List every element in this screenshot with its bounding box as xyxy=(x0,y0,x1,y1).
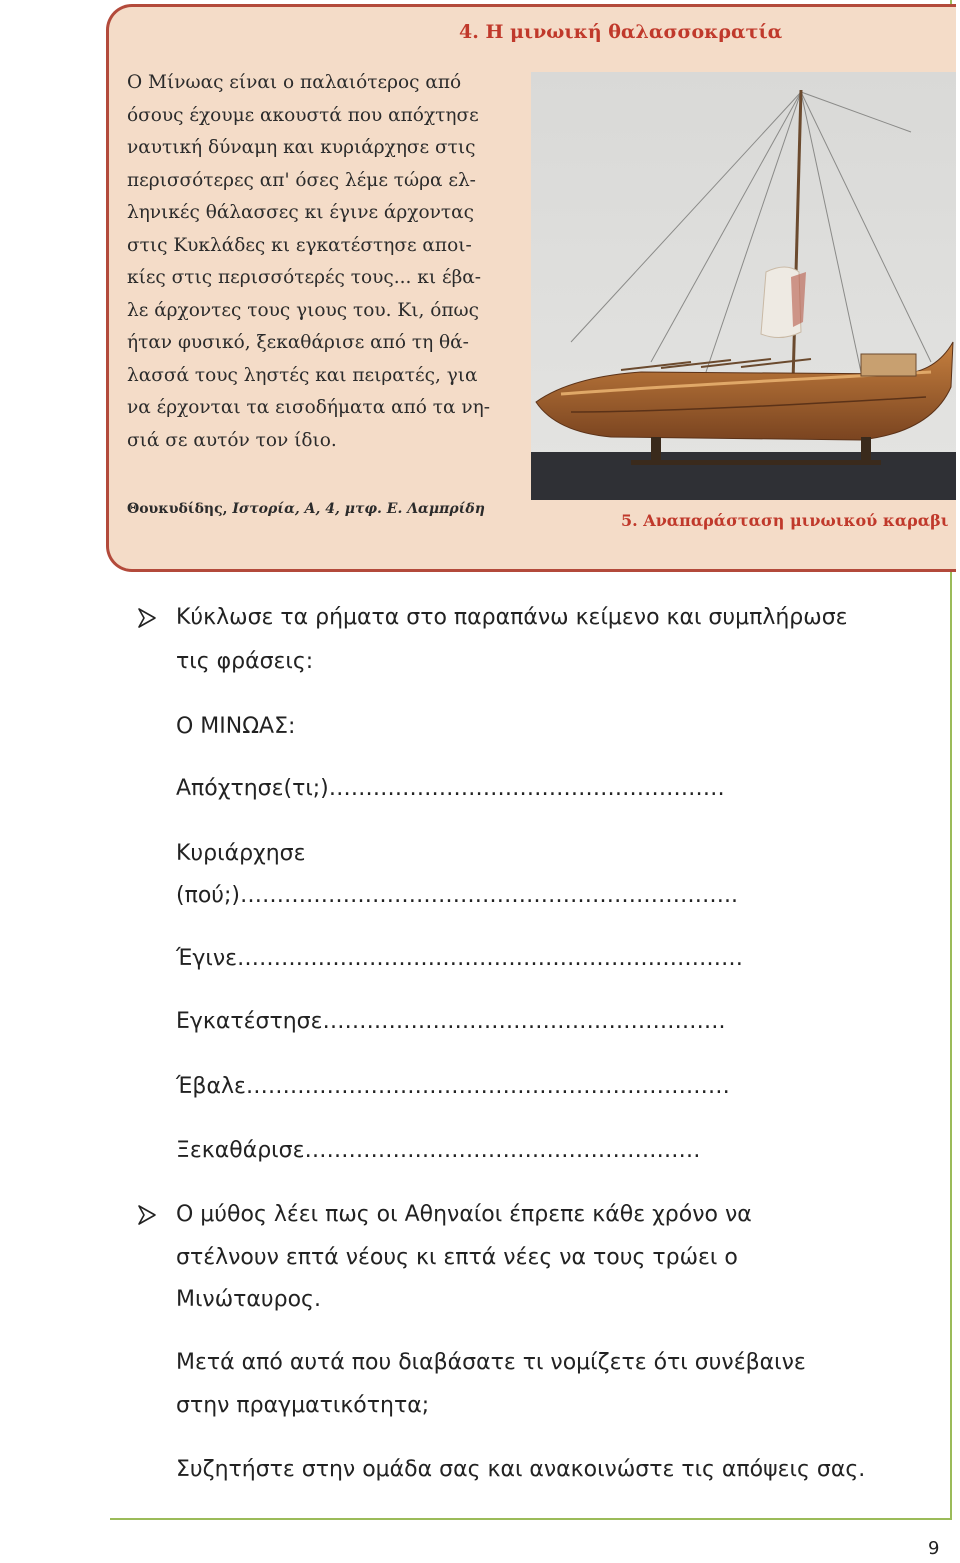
instruction-line: τις φράσεις: xyxy=(176,649,314,674)
minoan-ship-photo xyxy=(531,72,956,500)
myth-text: Μινώταυρος. xyxy=(176,1287,321,1312)
quote-line: περισσότερες απ' όσες λέμε τώρα ελ- xyxy=(127,169,476,191)
myth-text: Ο μύθος λέει πως οι Αθηναίοι έπρεπε κάθε χρόνο να xyxy=(176,1202,752,1227)
fill-in-blank[interactable]: Έβαλε………………………………………………………… xyxy=(176,1074,730,1099)
quote-line: ναυτική δύναμη και κυριάρχησε στις xyxy=(127,137,476,158)
question-text: Μετά από αυτά που διαβάσατε τι νομίζετε ότι συνέβαινε xyxy=(176,1350,806,1375)
photo-caption: 5. Αναπαράσταση μινωικού καραβι xyxy=(621,511,949,530)
subject-label: Ο ΜΙΝΩΑΣ: xyxy=(176,714,296,739)
question-text: στην πραγματικότητα; xyxy=(176,1393,430,1418)
textbook-heading: 4. Η μινωική θαλασσοκρατία xyxy=(459,21,783,43)
source-author: Θουκυδίδης, xyxy=(127,501,233,517)
fill-in-blank[interactable]: (πού;)………………………………………………………….. xyxy=(176,883,738,908)
fill-in-blank[interactable]: Απόχτησε(τι;)……………………………………………… xyxy=(176,776,725,801)
quote-line: σιά σε αυτόν τον ίδιο. xyxy=(127,429,337,451)
quote-line: Ο Μίνωας είναι ο παλαιότερος από xyxy=(127,72,462,93)
source-work: Ιστορία, Α, 4, μτφ. Ε. Λαμπρίδη xyxy=(232,501,485,517)
quote-line: κίες στις περισσότερές τους... κι έβα- xyxy=(127,267,482,288)
arrow-bullet-icon xyxy=(136,607,158,629)
quote-line: στις Κυκλάδες κι εγκατέστησε αποι- xyxy=(127,234,472,256)
instruction-line: Κύκλωσε τα ρήματα στο παραπάνω κείμενο και συμπλήρωσε xyxy=(176,605,848,630)
quote-line: λασσά τους ληστές και πειρατές, για xyxy=(127,364,478,386)
textbook-excerpt xyxy=(106,4,956,572)
arrow-bullet-icon xyxy=(136,1204,158,1226)
quote-line: όσους έχουμε ακουστά που απόχτησε xyxy=(127,104,479,126)
page-border-bottom xyxy=(110,1518,952,1520)
quote-source xyxy=(127,501,485,517)
quote-line: να έρχονται τα εισοδήματα από τα νη- xyxy=(127,397,490,418)
discussion-prompt: Συζητήστε στην ομάδα σας και ανακοινώστε τις απόψεις σας. xyxy=(176,1457,866,1482)
fill-in-blank[interactable]: Έγινε…………………………………………………………… xyxy=(176,946,744,971)
quote-line: ληνικές θάλασσες κι έγινε άρχοντας xyxy=(127,202,474,223)
fill-in-blank-label: Κυριάρχησε xyxy=(176,841,306,866)
fill-in-blank[interactable]: Εγκατέστησε………………………………………………. xyxy=(176,1009,726,1034)
thucydides-quote xyxy=(127,67,522,457)
quote-line: ήταν φυσικό, ξεκαθάρισε από τη θά- xyxy=(127,332,469,353)
myth-text: στέλνουν επτά νέους κι επτά νέες να τους τρώει ο xyxy=(176,1245,738,1270)
quote-line: λε άρχοντες τους γιους του. Κι, όπως xyxy=(127,299,479,321)
page-number: 9 xyxy=(928,1538,940,1559)
fill-in-blank[interactable]: Ξεκαθάρισε……………………………………………… xyxy=(176,1138,701,1163)
